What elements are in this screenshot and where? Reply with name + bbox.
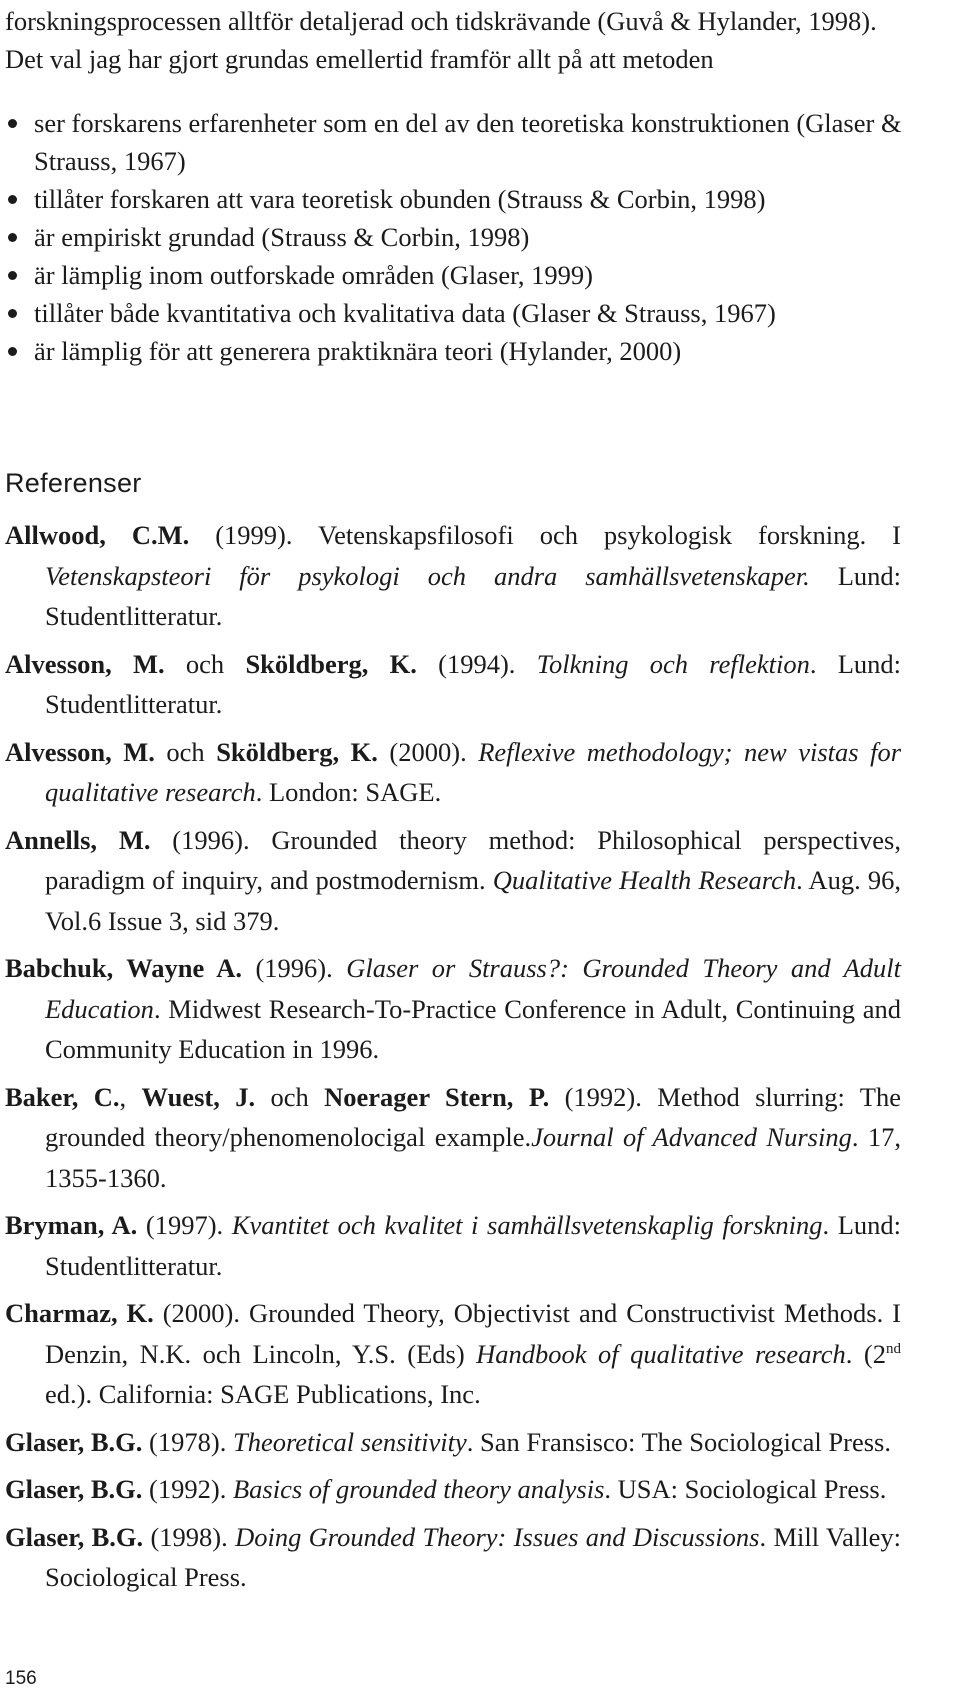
bullet-icon	[8, 119, 17, 128]
reference-text: . Aug. 96, Vol.6 Issue 3, sid 379.	[45, 865, 901, 936]
reference-entry	[5, 948, 901, 1070]
reference-entry	[5, 515, 901, 637]
reference-text: . Lund: Studentlitteratur.	[45, 1210, 901, 1281]
reference-text: (1996).	[242, 953, 347, 983]
reference-text: och	[255, 1081, 325, 1112]
reference-text: . London: SAGE.	[255, 777, 442, 807]
list-item-text: är lämplig inom outforskade områden (Glaser, 1999)	[34, 260, 593, 290]
reference-list	[5, 515, 901, 1605]
reference-text: (1994).	[416, 648, 537, 679]
reference-author: Bryman, A.	[5, 1210, 138, 1240]
reference-title: Basics of grounded theory analysis	[232, 1474, 605, 1504]
reference-text: . Mill Valley: Sociological Press.	[45, 1521, 901, 1592]
bullet-icon	[8, 309, 17, 318]
reference-text: . Lund: Studentlitteratur.	[45, 648, 902, 719]
reference-title: Kvantitet och kvalitet i samhällsvetenskaplig forskning	[231, 1210, 823, 1240]
reference-entry	[5, 644, 901, 725]
superscript: nd	[886, 1340, 901, 1357]
list-item-text: tillåter forskaren att vara teoretisk obunden (Strauss & Corbin, 1998)	[34, 184, 766, 214]
reference-entry	[5, 732, 901, 813]
intro-line-2: Det val jag har gjort grundas emellertid framför allt på att metoden	[5, 44, 714, 74]
reference-title: Qualitative Health Research	[492, 865, 797, 895]
reference-author: Noerager Stern, P.	[324, 1081, 550, 1112]
reference-author: Alvesson, M.	[5, 648, 165, 679]
reference-author: Wuest, J.	[141, 1081, 256, 1112]
reference-author: Annells, M.	[5, 824, 151, 855]
reference-author: Babchuk, Wayne A.	[5, 953, 243, 983]
reference-text: (1997).	[137, 1210, 232, 1240]
reference-entry	[5, 1422, 901, 1463]
reference-entry	[5, 1205, 901, 1286]
list-item-text: är lämplig för att generera praktiknära teori (Hylander, 2000)	[34, 336, 682, 366]
reference-author: Sköldberg, K.	[216, 736, 378, 767]
section-heading: Referenser	[5, 468, 142, 498]
reference-text: (1996). Grounded theory method: Philosophical perspectives, paradigm of inquiry, and postmodernism.	[45, 824, 901, 895]
list-item-text: ser forskarens erfarenheter som en del av den teoretiska konstruktionen (Glaser & Strauss, 1967)	[34, 108, 902, 176]
reference-text: (2000). Grounded Theory, Objectivist and Constructivist Methods. I Denzin, N.K. och Lincoln, Y.S. (Eds)	[45, 1298, 901, 1369]
reference-author: Alvesson, M.	[5, 736, 155, 767]
page-number: 156	[5, 1668, 37, 1689]
reference-text: och	[164, 648, 246, 679]
reference-title: Tolkning och reflektion	[536, 648, 810, 679]
list-item-text: tillåter både kvantitativa och kvalitativa data (Glaser & Strauss, 1967)	[34, 298, 776, 328]
reference-title: Vetenskapsteori för psykologi och andra samhällsvetenskaper.	[45, 560, 810, 591]
reference-text: (1998).	[143, 1521, 236, 1552]
bullet-icon	[8, 233, 17, 242]
list-item	[5, 332, 905, 370]
reference-author: Allwood, C.M.	[5, 520, 190, 550]
list-item	[5, 180, 905, 218]
reference-entry	[5, 1077, 901, 1199]
reference-author: Charmaz, K.	[5, 1298, 154, 1328]
reference-title: Theoretical sensitivity	[232, 1426, 467, 1457]
reference-author: Baker, C.	[5, 1081, 120, 1112]
bullet-icon	[8, 271, 17, 280]
reference-author: Glaser, B.G.	[5, 1474, 143, 1504]
reference-entry	[5, 1517, 901, 1598]
bullet-list	[5, 104, 905, 370]
reference-title: Journal of Advanced Nursing	[531, 1122, 852, 1152]
bullet-icon	[8, 195, 17, 204]
list-item	[5, 256, 905, 294]
reference-text: Lund: Studentlitteratur.	[45, 560, 901, 631]
reference-text: och	[154, 736, 217, 767]
reference-text: (1992). Method slurring: The grounded theory/phenomenolocigal example.	[45, 1081, 901, 1152]
reference-text: . San Fransisco: The Sociological Press.	[466, 1426, 891, 1457]
reference-text: . Midwest Research-To-Practice Conference in Adult, Continuing and Community Education in 1996.	[45, 993, 901, 1064]
reference-author: Sköldberg, K.	[245, 648, 417, 679]
reference-entry	[5, 820, 901, 942]
reference-text: . (2	[845, 1338, 886, 1369]
intro-paragraph	[5, 2, 905, 78]
reference-text: ,	[119, 1081, 142, 1112]
reference-entry	[5, 1293, 901, 1415]
list-item	[5, 294, 905, 332]
reference-author: Glaser, B.G.	[5, 1521, 144, 1552]
reference-text: . 17, 1355-1360.	[45, 1122, 901, 1193]
reference-text: . USA: Sociological Press.	[604, 1474, 887, 1504]
reference-title: Reflexive methodology; new vistas for qualitative research	[45, 736, 902, 807]
reference-title: Handbook of qualitative research	[476, 1338, 846, 1369]
reference-author: Glaser, B.G.	[5, 1426, 143, 1457]
reference-text: (2000).	[377, 736, 479, 767]
reference-text: ed.). California: SAGE Publications, Inc.	[45, 1379, 481, 1409]
list-item	[5, 104, 905, 180]
reference-entry	[5, 1469, 901, 1510]
reference-text: (1978).	[142, 1426, 233, 1457]
reference-title: Glaser or Strauss?: Grounded Theory and Adult Education	[45, 953, 901, 1024]
list-item	[5, 218, 905, 256]
bullet-icon	[8, 347, 17, 356]
reference-text: (1992).	[142, 1474, 233, 1504]
reference-text: (1999). Vetenskapsfilosofi och psykologisk forskning. I	[189, 520, 901, 550]
reference-title: Doing Grounded Theory: Issues and Discussions	[235, 1521, 760, 1552]
list-item-text: är empiriskt grundad (Strauss & Corbin, 1998)	[34, 222, 530, 252]
intro-line-1: forskningsprocessen alltför detaljerad och tidskrävande (Guvå & Hylander, 1998).	[5, 6, 877, 36]
